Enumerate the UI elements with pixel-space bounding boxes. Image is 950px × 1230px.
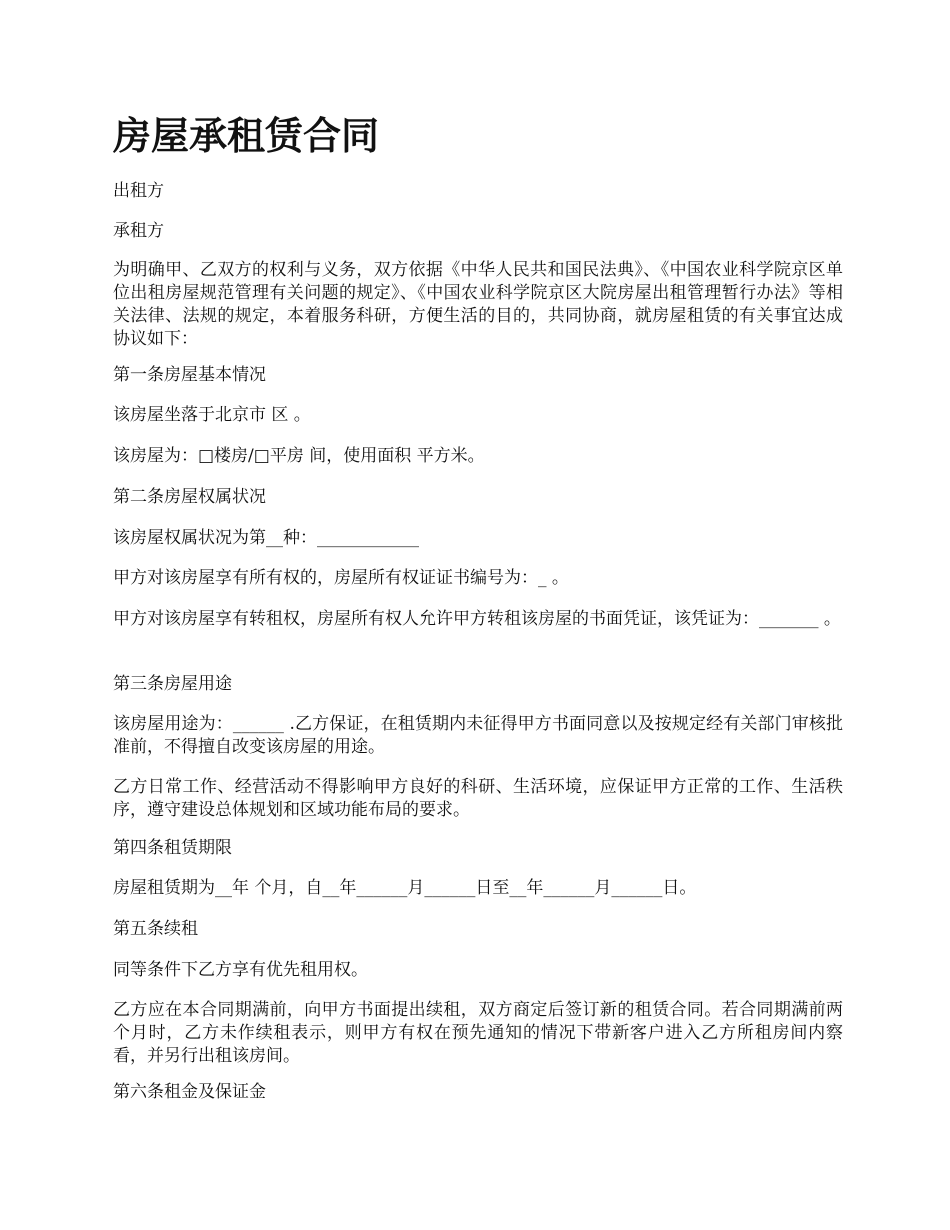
heading-article-6: 第六条租金及保证金: [113, 1082, 266, 1102]
heading-article-2: 第二条房屋权属状况: [113, 487, 266, 507]
paragraph-location: 该房屋坐落于北京市 区 。: [113, 405, 311, 425]
paragraph-preamble: 为明确甲、乙双方的权利与义务，双方依据《中华人民共和国民法典》、《中国农业科学院京区单位出租房屋规范管理有关问题的规定》、《中国农业科学院京区大院房屋出租管理暂行办法》等相关法律、法规的规定，本着服务科研，方便生活的目的，共同协商，就房屋租赁的有关事宜达成协议如下：: [113, 260, 843, 349]
paragraph-lease-term: 房屋租赁期为__年 个月，自__年______月______日至__年______月______日。: [113, 878, 697, 898]
paragraph-activities: 乙方日常工作、经营活动不得影响甲方良好的科研、生活环境，应保证甲方正常的工作、生活秩序，遵守建设总体规划和区域功能布局的要求。: [113, 777, 843, 820]
heading-article-1: 第一条房屋基本情况: [113, 365, 266, 385]
paragraph-usage: 该房屋用途为：______ .乙方保证，在租赁期内未征得甲方书面同意以及按规定经有关部门审核批准前，不得擅自改变该房屋的用途。: [113, 714, 843, 757]
paragraph-renewal: 乙方应在本合同期满前，向甲方书面提出续租，双方商定后签订新的租赁合同。若合同期满前两个月时，乙方未作续租表示，则甲方有权在预先通知的情况下带新客户进入乙方所租房间内察看，并另行出租该房间。: [113, 1000, 843, 1066]
paragraph-sublease-right: 甲方对该房屋享有转租权，房屋所有权人允许甲方转租该房屋的书面凭证，该凭证为：_______ 。: [113, 609, 841, 629]
paragraph-priority: 同等条件下乙方享有优先租用权。: [113, 960, 368, 980]
document-title: 房屋承租赁合同: [113, 113, 380, 158]
paragraph-lessor: 出租方: [113, 181, 164, 201]
paragraph-ownership-type: 该房屋权属状况为第__种：____________: [113, 528, 419, 548]
heading-article-4: 第四条租赁期限: [113, 838, 232, 858]
heading-article-5: 第五条续租: [113, 919, 198, 939]
heading-article-3: 第三条房屋用途: [113, 674, 232, 694]
paragraph-ownership-certificate: 甲方对该房屋享有所有权的，房屋所有权证证书编号为：_ 。: [113, 568, 569, 588]
paragraph-house-type: 该房屋为：□楼房/□平房 间，使用面积 平方米。: [113, 446, 485, 466]
paragraph-lessee: 承租方: [113, 221, 164, 241]
